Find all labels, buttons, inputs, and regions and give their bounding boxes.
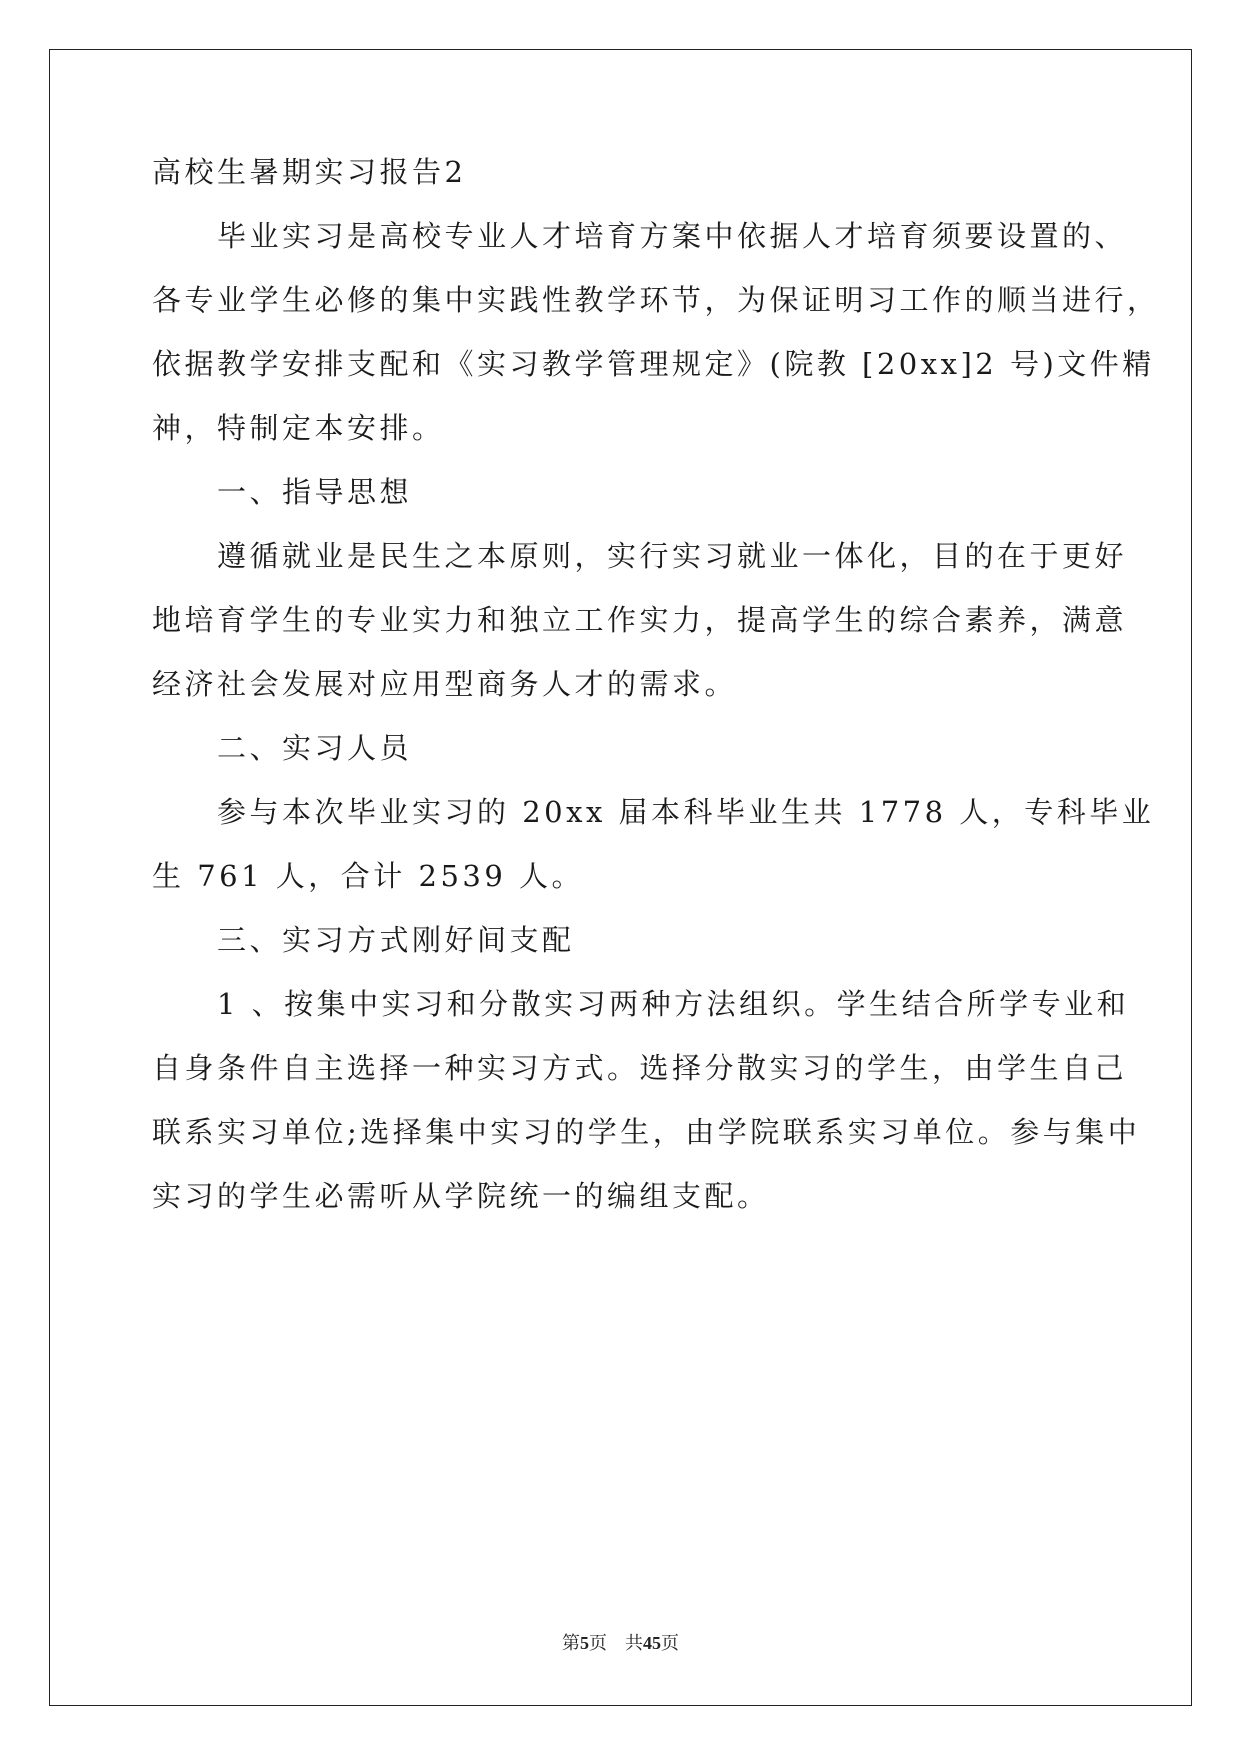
paragraph-line: 经济社会发展对应用型商务人才的需求。 (152, 667, 738, 701)
page-prefix: 第 (562, 1633, 580, 1654)
paragraph-line: 毕业实习是高校专业人才培育方案中依据人才培育须要设置的、 (152, 219, 1128, 253)
total-suffix: 页 (661, 1633, 679, 1654)
paragraph-line: 联系实习单位;选择集中实习的学生，由学院联系实习单位。参与集中 (152, 1115, 1141, 1149)
section-heading: 二、实习人员 (152, 731, 413, 765)
page-footer (0, 1629, 1241, 1655)
paragraph-line: 神，特制定本安排。 (152, 411, 445, 445)
paragraph-line: 自身条件自主选择一种实习方式。选择分散实习的学生，由学生自己 (152, 1051, 1128, 1085)
total-pages: 45 (643, 1633, 661, 1653)
document-body (152, 140, 1160, 1228)
document-title: 高校生暑期实习报告2 (152, 155, 467, 189)
section-heading: 一、指导思想 (152, 475, 413, 509)
paragraph-line: 各专业学生必修的集中实践性教学环节，为保证明习工作的顺当进行， (152, 283, 1160, 317)
paragraph-line: 实习的学生必需听从学院统一的编组支配。 (152, 1179, 770, 1213)
paragraph-line: 参与本次毕业实习的 20xx 届本科毕业生共 1778 人，专科毕业 (152, 795, 1155, 829)
total-prefix: 共 (625, 1633, 643, 1654)
page-suffix: 页 (589, 1633, 607, 1654)
paragraph-line: 依据教学安排支配和《实习教学管理规定》(院教 [20xx]2 号)文件精 (152, 347, 1155, 381)
section-heading: 三、实习方式刚好间支配 (152, 923, 575, 957)
paragraph-line: 遵循就业是民生之本原则，实行实习就业一体化，目的在于更好 (152, 539, 1128, 573)
paragraph-line: 地培育学生的专业实力和独立工作实力，提高学生的综合素养，满意 (152, 603, 1128, 637)
page-number: 5 (580, 1633, 589, 1653)
paragraph-line: 生 761 人，合计 2539 人。 (152, 859, 585, 893)
paragraph-line: 1 、按集中实习和分散实习两种方法组织。学生结合所学专业和 (152, 987, 1130, 1021)
